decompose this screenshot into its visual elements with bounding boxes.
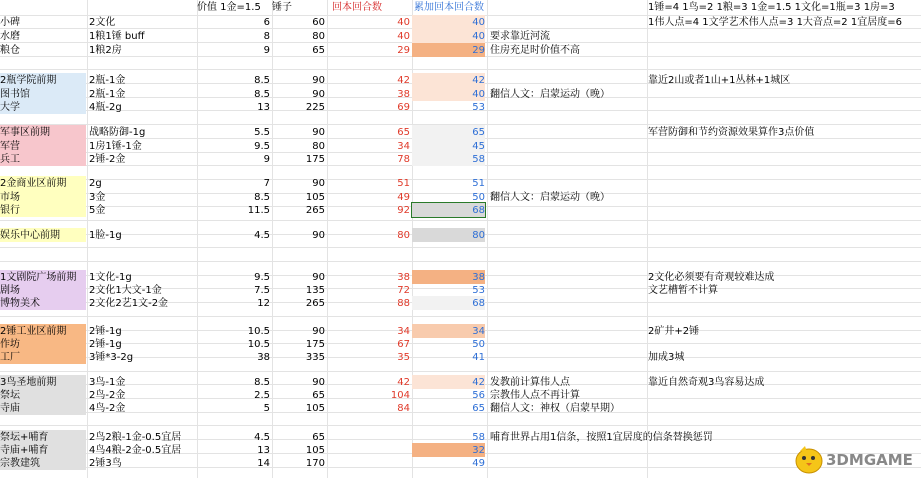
row-value-cell[interactable]: 4.5 xyxy=(254,230,270,241)
row-note-cell[interactable]: 哺育世界占用1信条，按照1宜居度的信条替换惩罚 xyxy=(490,432,713,443)
row-hammers-cell[interactable]: 90 xyxy=(312,75,325,86)
row-payback-cell[interactable]: 92 xyxy=(397,205,410,216)
row-hammers-cell[interactable]: 135 xyxy=(305,285,325,296)
row-note-cell[interactable]: 发教前计算伟人点 xyxy=(490,377,570,388)
row-effect-cell[interactable]: 2文化 xyxy=(89,17,116,28)
row-name-cell[interactable]: 1文剧院广场前期 xyxy=(0,270,86,284)
row-note-cell[interactable]: 住房充足时价值不高 xyxy=(490,45,580,56)
row-value-cell[interactable]: 2.5 xyxy=(254,390,270,401)
row-hammers-cell[interactable]: 90 xyxy=(312,89,325,100)
row-value-cell[interactable]: 6 xyxy=(263,17,270,28)
row-cumulative-cell[interactable]: 29 xyxy=(412,43,485,57)
row-value-cell[interactable]: 7.5 xyxy=(254,285,270,296)
row-hammers-cell[interactable]: 265 xyxy=(305,298,325,309)
row-note-cell[interactable]: 翻信人文：神权（启蒙早期） xyxy=(490,403,620,414)
row-note-cell[interactable]: 翻信人文：启蒙运动（晚） xyxy=(490,192,610,203)
row-cumulative-cell[interactable]: 38 xyxy=(412,270,485,284)
watermark-logo xyxy=(792,440,921,478)
row-name-cell[interactable]: 娱乐中心前期 xyxy=(0,228,86,242)
row-cumulative-cell[interactable]: 41 xyxy=(472,352,485,363)
row-value-cell[interactable]: 13 xyxy=(257,102,270,113)
row-name-cell[interactable]: 图书馆 xyxy=(0,87,86,101)
row-cumulative-cell[interactable]: 53 xyxy=(472,285,485,296)
row-hammers-cell[interactable]: 335 xyxy=(305,352,325,363)
row-payback-cell[interactable]: 69 xyxy=(397,102,410,113)
row-hammers-cell[interactable]: 65 xyxy=(312,390,325,401)
row-remark-cell[interactable]: 军营防御和节约资源效果算作3点价值 xyxy=(648,127,815,138)
row-hammers-cell[interactable]: 80 xyxy=(312,31,325,42)
row-value-cell[interactable]: 13 xyxy=(257,445,270,456)
row-effect-cell[interactable]: 4瓶-2g xyxy=(89,102,122,113)
row-cumulative-cell[interactable]: 65 xyxy=(412,125,485,139)
row-value-cell[interactable]: 9.5 xyxy=(254,141,270,152)
row-payback-cell[interactable]: 42 xyxy=(397,75,410,86)
row-name-cell[interactable]: 兵工 xyxy=(0,152,86,166)
row-hammers-cell[interactable]: 105 xyxy=(305,192,325,203)
row-value-cell[interactable]: 9.5 xyxy=(254,272,270,283)
row-name-cell[interactable]: 工厂 xyxy=(0,350,86,364)
row-cumulative-cell[interactable]: 40 xyxy=(412,15,485,29)
row-value-cell[interactable]: 8.5 xyxy=(254,75,270,86)
row-cumulative-cell[interactable]: 50 xyxy=(472,339,485,350)
row-cumulative-cell[interactable]: 58 xyxy=(472,432,485,443)
row-remark-cell[interactable]: 靠近2山或者1山+1丛林+1城区 xyxy=(648,75,791,86)
row-payback-cell[interactable]: 78 xyxy=(397,154,410,165)
row-effect-cell[interactable]: 3金 xyxy=(89,192,106,203)
row-name-cell[interactable]: 博物美术 xyxy=(0,296,86,310)
row-cumulative-cell[interactable]: 40 xyxy=(412,29,485,43)
row-payback-cell[interactable]: 34 xyxy=(397,141,410,152)
row-hammers-cell[interactable]: 225 xyxy=(305,102,325,113)
row-effect-cell[interactable]: 2文化2艺1文-2金 xyxy=(89,298,169,309)
row-value-cell[interactable]: 4.5 xyxy=(254,432,270,443)
row-value-cell[interactable]: 5 xyxy=(263,403,270,414)
row-name-cell[interactable]: 军营 xyxy=(0,139,86,153)
row-hammers-cell[interactable]: 65 xyxy=(312,432,325,443)
row-name-cell[interactable]: 2锤工业区前期 xyxy=(0,324,86,338)
row-effect-cell[interactable]: 3锤*3-2g xyxy=(89,352,134,363)
row-hammers-cell[interactable]: 175 xyxy=(305,339,325,350)
row-payback-cell[interactable]: 38 xyxy=(397,272,410,283)
row-effect-cell[interactable]: 2瓶-1金 xyxy=(89,89,126,100)
row-note-cell[interactable]: 要求靠近河流 xyxy=(490,31,550,42)
row-effect-cell[interactable]: 2鸟-2金 xyxy=(89,390,126,401)
row-effect-cell[interactable]: 2鸟2粮-1金-0.5宜居 xyxy=(89,432,182,443)
row-effect-cell[interactable]: 2锤-2金 xyxy=(89,154,126,165)
row-name-cell[interactable]: 祭坛 xyxy=(0,388,86,402)
row-note-cell[interactable]: 宗教伟人点不再计算 xyxy=(490,390,580,401)
row-hammers-cell[interactable]: 80 xyxy=(312,141,325,152)
row-name-cell[interactable]: 粮仓 xyxy=(0,45,20,56)
row-hammers-cell[interactable]: 65 xyxy=(312,45,325,56)
header-cumulative-payback[interactable]: 累加回本回合数 xyxy=(414,2,484,13)
row-payback-cell[interactable]: 72 xyxy=(397,285,410,296)
row-name-cell[interactable]: 寺庙+哺育 xyxy=(0,443,86,457)
row-value-cell[interactable]: 9 xyxy=(263,154,270,165)
row-cumulative-cell[interactable]: 49 xyxy=(472,458,485,469)
row-name-cell[interactable]: 作坊 xyxy=(0,337,86,351)
row-payback-cell[interactable]: 40 xyxy=(397,17,410,28)
row-cumulative-cell[interactable]: 56 xyxy=(472,390,485,401)
header-hammers[interactable]: 锤子 xyxy=(272,2,292,13)
row-effect-cell[interactable]: 1文化-1g xyxy=(89,272,132,283)
row-value-cell[interactable]: 8.5 xyxy=(254,377,270,388)
row-value-cell[interactable]: 8.5 xyxy=(254,192,270,203)
row-name-cell[interactable]: 银行 xyxy=(0,203,86,217)
row-value-cell[interactable]: 5.5 xyxy=(254,127,270,138)
row-remark-cell[interactable]: 加成3城 xyxy=(648,352,685,363)
row-hammers-cell[interactable]: 170 xyxy=(305,458,325,469)
row-value-cell[interactable]: 10.5 xyxy=(247,326,270,337)
row-cumulative-cell[interactable]: 80 xyxy=(412,228,485,242)
row-name-cell[interactable]: 小碑 xyxy=(0,17,20,28)
row-hammers-cell[interactable]: 90 xyxy=(312,178,325,189)
row-payback-cell[interactable]: 38 xyxy=(397,89,410,100)
row-name-cell[interactable]: 2瓶学院前期 xyxy=(0,73,86,87)
row-remark-cell[interactable]: 文艺槽暂不计算 xyxy=(648,285,718,296)
row-remark-cell[interactable]: 靠近自然奇观3鸟容易达成 xyxy=(648,377,765,388)
row-payback-cell[interactable]: 51 xyxy=(397,178,410,189)
row-value-cell[interactable]: 8.5 xyxy=(254,89,270,100)
row-hammers-cell[interactable]: 90 xyxy=(312,272,325,283)
row-effect-cell[interactable]: 1房1锤-1金 xyxy=(89,141,142,152)
row-value-cell[interactable]: 10.5 xyxy=(247,339,270,350)
row-payback-cell[interactable]: 49 xyxy=(397,192,410,203)
row-cumulative-cell[interactable]: 40 xyxy=(412,87,485,101)
row-effect-cell[interactable]: 1粮2房 xyxy=(89,45,122,56)
row-cumulative-cell[interactable]: 51 xyxy=(472,178,485,189)
row-name-cell[interactable]: 祭坛+哺育 xyxy=(0,430,86,444)
row-value-cell[interactable]: 8 xyxy=(263,31,270,42)
row-value-cell[interactable]: 11.5 xyxy=(247,205,270,216)
row-effect-cell[interactable]: 2锤-1g xyxy=(89,326,122,337)
row-payback-cell[interactable]: 104 xyxy=(390,390,410,401)
row-cumulative-cell[interactable]: 34 xyxy=(412,324,485,338)
conversion-rates-line1[interactable]: 1锤=4 1鸟=2 1粮=3 1金=1.5 1文化=1瓶=3 1房=3 xyxy=(648,2,895,13)
conversion-rates-line2[interactable]: 1伟人点=4 1文学艺术伟人点=3 1大音点=2 1宜居度=6 xyxy=(648,17,902,28)
row-effect-cell[interactable]: 2瓶-1金 xyxy=(89,75,126,86)
row-hammers-cell[interactable]: 265 xyxy=(305,205,325,216)
header-value-rate[interactable]: 价值 1金=1.5 xyxy=(197,2,261,13)
row-cumulative-cell[interactable]: 68 xyxy=(412,296,485,310)
row-payback-cell[interactable]: 65 xyxy=(397,127,410,138)
row-hammers-cell[interactable]: 90 xyxy=(312,127,325,138)
row-name-cell[interactable]: 2金商业区前期 xyxy=(0,176,86,190)
row-effect-cell[interactable]: 4鸟4粮-2金-0.5宜居 xyxy=(89,445,182,456)
row-hammers-cell[interactable]: 90 xyxy=(312,230,325,241)
row-cumulative-cell[interactable]: 50 xyxy=(472,192,485,203)
watermark-text: 3DMGAME xyxy=(826,451,913,469)
row-hammers-cell[interactable]: 105 xyxy=(305,445,325,456)
row-payback-cell[interactable]: 88 xyxy=(397,298,410,309)
row-payback-cell[interactable] xyxy=(327,456,410,471)
row-payback-cell[interactable]: 67 xyxy=(397,339,410,350)
row-name-cell[interactable]: 军事区前期 xyxy=(0,125,86,139)
row-name-cell[interactable]: 宗教建筑 xyxy=(0,456,86,470)
row-hammers-cell[interactable]: 60 xyxy=(312,17,325,28)
header-payback[interactable]: 回本回合数 xyxy=(332,2,382,13)
row-effect-cell[interactable]: 1粮1锤 buff xyxy=(89,31,145,42)
row-payback-cell[interactable]: 40 xyxy=(397,31,410,42)
row-name-cell[interactable]: 水磨 xyxy=(0,31,20,42)
row-payback-cell[interactable]: 84 xyxy=(397,403,410,414)
row-value-cell[interactable]: 9 xyxy=(263,45,270,56)
row-name-cell[interactable]: 剧场 xyxy=(0,283,86,297)
row-effect-cell[interactable]: 2锤-1g xyxy=(89,339,122,350)
row-payback-cell[interactable]: 80 xyxy=(397,230,410,241)
row-remark-cell[interactable]: 2矿井+2锤 xyxy=(648,326,700,337)
row-effect-cell[interactable]: 4鸟-2金 xyxy=(89,403,126,414)
row-note-cell[interactable]: 翻信人文：启蒙运动（晚） xyxy=(490,89,610,100)
row-payback-cell[interactable]: 34 xyxy=(397,326,410,337)
row-effect-cell[interactable]: 3鸟-1金 xyxy=(89,377,126,388)
row-hammers-cell[interactable]: 90 xyxy=(312,326,325,337)
row-cumulative-cell[interactable]: 65 xyxy=(472,403,485,414)
row-value-cell[interactable]: 12 xyxy=(257,298,270,309)
row-hammers-cell[interactable]: 105 xyxy=(305,403,325,414)
row-cumulative-cell[interactable]: 32 xyxy=(412,443,485,457)
row-value-cell[interactable]: 14 xyxy=(257,458,270,469)
row-value-cell[interactable]: 7 xyxy=(263,178,270,189)
row-remark-cell[interactable]: 2文化必须要有奇观较难达成 xyxy=(648,272,775,283)
row-effect-cell[interactable]: 战略防御-1g xyxy=(89,127,146,138)
row-payback-cell[interactable]: 42 xyxy=(397,377,410,388)
row-hammers-cell[interactable]: 175 xyxy=(305,154,325,165)
row-cumulative-cell[interactable]: 58 xyxy=(412,152,485,166)
row-cumulative-cell[interactable]: 45 xyxy=(412,139,485,153)
row-effect-cell[interactable]: 1脸-1g xyxy=(89,230,122,241)
row-name-cell[interactable]: 市场 xyxy=(0,190,86,204)
row-hammers-cell[interactable]: 90 xyxy=(312,377,325,388)
row-cumulative-cell[interactable]: 42 xyxy=(412,73,485,87)
chick-mascot-icon xyxy=(792,442,826,476)
row-value-cell[interactable]: 38 xyxy=(257,352,270,363)
row-effect-cell[interactable]: 2文化1大文-1金 xyxy=(89,285,162,296)
row-cumulative-cell[interactable]: 68 xyxy=(412,203,485,217)
row-payback-cell[interactable]: 29 xyxy=(397,45,410,56)
row-cumulative-cell[interactable]: 53 xyxy=(472,102,485,113)
row-effect-cell[interactable]: 2锤3鸟 xyxy=(89,458,122,469)
row-name-cell[interactable]: 寺庙 xyxy=(0,401,86,415)
row-effect-cell[interactable]: 2g xyxy=(89,178,102,189)
row-payback-cell[interactable]: 35 xyxy=(397,352,410,363)
row-cumulative-cell[interactable]: 42 xyxy=(412,375,485,389)
row-effect-cell[interactable]: 5金 xyxy=(89,205,106,216)
row-name-cell[interactable]: 大学 xyxy=(0,100,86,114)
row-name-cell[interactable]: 3鸟圣地前期 xyxy=(0,375,86,389)
